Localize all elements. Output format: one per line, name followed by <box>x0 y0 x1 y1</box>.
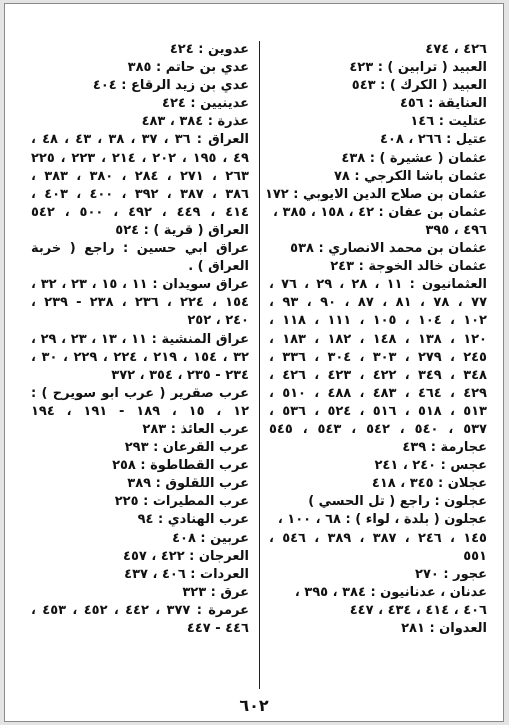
index-entry-line: ٧٧ ، ٧٨ ، ٨١ ، ٨٧ ، ٩٠ ، ٩٣ ، <box>269 295 488 311</box>
index-entry-line: عجس : ٢٤٠ ، ٢٤١ <box>374 458 487 474</box>
index-entry-line: ٤٩٦ ، ٣٩٥ <box>425 222 487 238</box>
index-entry-line: العراق : ٣٦ ، ٣٧ ، ٣٨ ، ٤٣ ، ٤٨ ، <box>31 132 249 148</box>
index-entry-line: العثمانيون : ١١ ، ٢٨ ، ٢٩ ، ٧٦ ، <box>269 277 487 293</box>
index-entry-line: ٣٢ ، ١٥٤ ، ٢١٩ ، ٢٢٤ ، ٢٢٩ ، ٣٠ ، <box>31 349 249 365</box>
index-entry-line: عتليت : ١٤٦ <box>410 114 487 130</box>
index-entry-line: العرجان : ٤٢٢ ، ٤٥٧ <box>123 548 249 564</box>
index-entry-line: عثمان خالد الخوجة : ٢٤٣ <box>330 259 487 275</box>
index-entry-line: عرب اللقلوق : ٣٨٩ <box>127 476 249 492</box>
right-index-column <box>264 41 488 689</box>
index-entry-line: ٥١٣ ، ٥١٨ ، ٥١٦ ، ٥٢٤ ، ٥٣٦ ، <box>269 403 487 419</box>
index-entry-line: عراق ابي حسين : راجع ( خربة <box>31 241 249 257</box>
index-entry-line: ٥٥١ <box>463 548 487 564</box>
index-entry-line: ٣٤٨ ، ٣٤٩ ، ٤٢٢ ، ٤٢٣ ، ٤٢٦ ، <box>269 367 487 383</box>
index-entry-line: ٤٤٦ - ٤٤٧ <box>186 621 249 636</box>
index-entry-line: ١٤٥ ، ٢٤٦ ، ٣٨٧ ، ٣٨٩ ، ٥٤٦ ، <box>269 530 487 546</box>
index-entry-line: ١٢٠ ، ١٣٨ ، ١٤٨ ، ١٨٢ ، ١٨٣ ، <box>269 331 487 347</box>
index-entry-line: عدينيين : ٤٢٤ <box>162 96 249 112</box>
index-entry-line: ١٢ ، ١٥ ، ١٨٩ - ١٩١ ، ١٩٤ <box>31 403 250 419</box>
index-entry-line: عثمان بن عفان : ٤٢ ، ١٥٨ ، ٣٨٥ ، <box>273 204 487 220</box>
index-entry-line: العدوان : ٢٨١ <box>401 621 487 636</box>
index-entry-line: ٥٣٧ ، ٥٤٠ ، ٥٤٢ ، ٥٤٣ ، ٥٤٥ <box>269 421 487 437</box>
index-entry-line: عذرة : ٣٨٤ ، ٤٨٣ <box>141 114 249 130</box>
index-entry-line: عربين : ٤٠٨ <box>172 530 249 546</box>
index-entry-line: عرق : ٣٢٣ <box>182 584 249 600</box>
index-entry-line: ١٠٢ ، ١٠٤ ، ١٠٥ ، ١١١ ، ١١٨ ، <box>269 313 487 329</box>
page-number: ٦٠٢ <box>239 696 269 715</box>
index-entry-line: ١٥٤ ، ٢٢٤ ، ٢٣٦ ، ٢٣٨ - ٢٣٩ ، <box>31 295 249 311</box>
index-entry-line: عجارمة : ٤٣٩ <box>402 440 487 456</box>
index-columns <box>31 41 487 689</box>
index-entry-line: عثمان باشا الكرجي : ٧٨ <box>334 168 487 184</box>
index-entry-line: عدوين : ٤٢٤ <box>169 42 249 57</box>
index-entry-line: عجلون : راجع ( تل الحسي ) <box>308 494 487 510</box>
column-divider <box>259 41 260 689</box>
index-entry-line: عتيل : ٢٦٦ ، ٤٠٨ <box>380 132 487 148</box>
index-entry-line: ٤٢٩ ، ٤٦٤ ، ٤٨٣ ، ٤٨٨ ، ٥١٠ ، <box>269 385 487 401</box>
index-entry-line: العبيد ( ترابين ) : ٤٢٣ <box>349 60 487 76</box>
index-entry-line: العراق ( قرية ) : ٥٢٤ <box>115 222 249 238</box>
index-entry-line: ٢٦٣ ، ٢٧١ ، ٢٨٤ ، ٣٨٠ ، ٣٨٣ ، <box>31 168 249 184</box>
index-entry-line: عثمان بن محمد الانصاري : ٥٣٨ <box>290 241 487 257</box>
index-entry-line: عجلان : ٣٤٥ ، ٤١٨ <box>371 476 487 492</box>
index-entry-line: عرب العائذ : ٢٨٣ <box>142 421 249 437</box>
index-entry-line: العبيد ( الكرك ) : ٥٤٣ <box>351 78 487 94</box>
left-index-column <box>31 41 249 689</box>
index-entry-line: ٣٨٦ ، ٣٨٧ ، ٣٩٢ ، ٤٠٠ ، ٤٠٣ ، <box>31 186 249 202</box>
index-entry-line: ٢٣٤ - ٢٣٥ ، ٣٥٤ ، ٣٧٢ <box>111 367 249 383</box>
index-entry-line: العردات : ٤٠٦ ، ٤٣٧ <box>124 566 249 582</box>
index-entry-line: ٤٠٦ ، ٤١٤ ، ٤٣٤ ، ٤٤٧ <box>349 602 487 618</box>
index-entry-line: ٤١٤ ، ٤٤٩ ، ٤٩٢ ، ٥٠٠ ، ٥٤٢ <box>31 204 249 220</box>
index-entry-line: ٢٤٥ ، ٢٧٩ ، ٣٠٣ ، ٣٠٤ ، ٣٣٦ ، <box>269 349 487 365</box>
index-entry-line: عثمان بن صلاح الدين الايوبي : ١٧٢ <box>264 186 487 202</box>
index-entry-line: عرب القرعان : ٢٩٣ <box>124 440 249 456</box>
index-entry-line: عجور : ٢٧٠ <box>415 566 487 582</box>
index-entry-line: عدي بن حاتم : ٣٨٥ <box>127 60 249 76</box>
index-entry-line: عرب القطاطوة : ٢٥٨ <box>112 458 249 474</box>
index-entry-line: عثمان ( عشيرة ) : ٤٣٨ <box>341 150 487 166</box>
index-entry-line: ٤٩ ، ١٩٥ ، ٢٠٢ ، ٢١٤ ، ٢٢٣ ، ٢٢٥ <box>31 150 249 166</box>
index-entry-line: عدي بن زيد الرقاع : ٤٠٤ <box>92 78 249 94</box>
document-page <box>4 3 504 722</box>
index-entry-line: عدنان ، عدنانيون : ٣٨٤ ، ٣٩٥ ، <box>294 584 487 600</box>
index-entry-line: عراق المنشية : ١١ ، ١٣ ، ٢٣ ، ٢٩ ، <box>31 331 249 347</box>
index-entry-line: ٤٢٦ ، ٤٧٤ <box>425 42 487 57</box>
index-entry-line: عرب صقرير ( عرب ابو سويرح ) : <box>31 385 249 401</box>
index-entry-line: العراق ) . <box>188 259 249 275</box>
index-entry-line: ٢٤٠ ، ٢٥٢ <box>187 313 249 329</box>
index-entry-line: عجلون ( بلدة ، لواء ) : ٦٨ ، ١٠٠ ، <box>277 512 487 528</box>
index-entry-line: العنايقة : ٤٥٦ <box>399 96 487 112</box>
index-entry-line: عرب الهنادي : ٩٤ <box>137 512 249 528</box>
index-entry-line: عرمرة : ٣٧٧ ، ٤٤٢ ، ٤٥٢ ، ٤٥٣ ، <box>31 602 249 618</box>
index-entry-line: عرب المطيرات : ٢٢٥ <box>114 494 249 510</box>
index-entry-line: عراق سويدان : ١١ ، ١٥ ، ٢٣ ، ٣٢ ، <box>31 277 250 293</box>
